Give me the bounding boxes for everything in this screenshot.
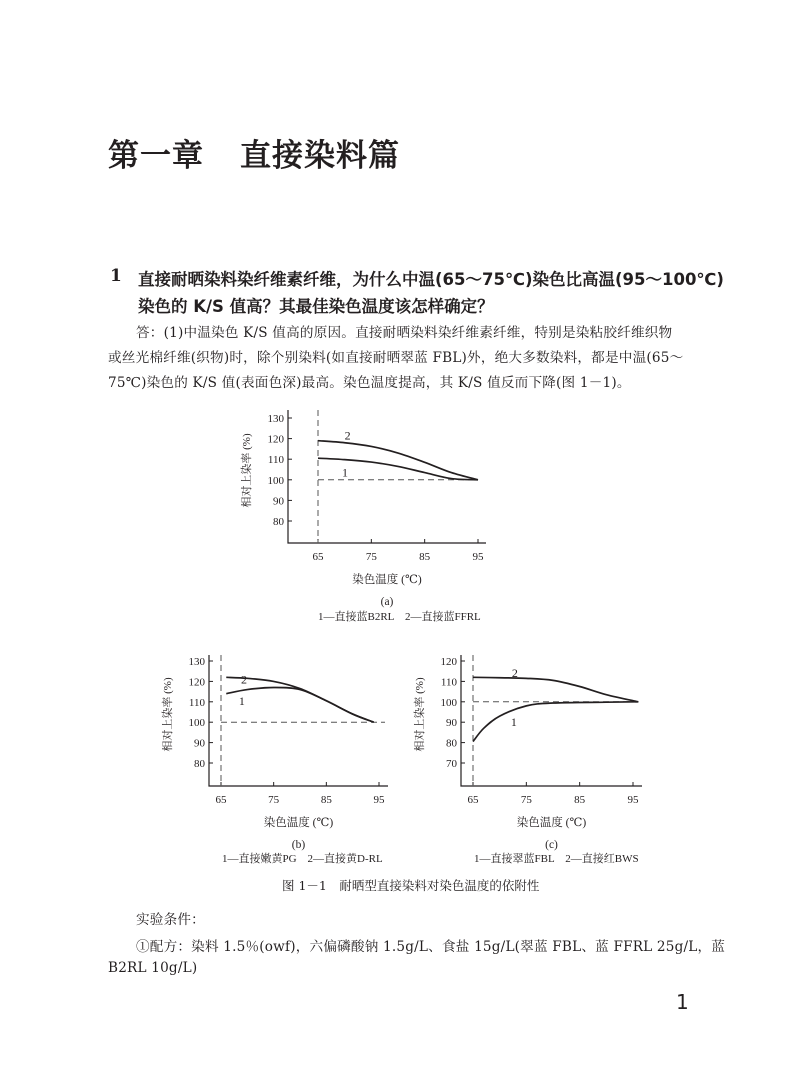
y-axis-label: 相对上染率 (%) [162, 677, 174, 752]
series-label-2: 2 [241, 672, 248, 687]
chart-legend: 1—直接蓝B2RL 2—直接蓝FFRL [318, 611, 481, 623]
x-tick-label: 95 [627, 794, 639, 806]
answer-line-1: 答：(1)中温染色 K/S 值高的原因。直接耐晒染料染纤维素纤维，特别是染粘胶纤维织物 [136, 325, 673, 341]
y-tick-label: 120 [188, 676, 205, 689]
chart-legend: 1—直接嫩黄PG 2—直接黄D-RL [222, 853, 383, 865]
y-tick-label: 100 [267, 474, 284, 487]
chart-panel-c [412, 655, 642, 865]
x-tick-label: 75 [268, 794, 280, 806]
conditions-line-2: B2RL 10g/L) [108, 960, 198, 976]
y-tick-label: 80 [194, 758, 205, 770]
chapter-name: 直接染料篇 [240, 138, 400, 174]
figure-caption: 图 1－1 耐晒型直接染料对染色温度的依附性 [282, 878, 540, 893]
y-tick-label: 90 [194, 737, 205, 750]
x-tick-label: 95 [472, 551, 484, 563]
panel-label: (b) [291, 839, 306, 851]
y-tick-label: 100 [440, 696, 457, 709]
y-tick-label: 120 [267, 433, 284, 446]
question-line-2: 染色的 K/S 值高？其最佳染色温度该怎样确定？ [138, 297, 494, 316]
y-tick-label: 100 [188, 717, 205, 730]
answer-line-3: 75℃)染色的 K/S 值(表面色深)最高。染色温度提高，其 K/S 值反而下降(图 1－1)。 [108, 375, 631, 391]
x-tick-label: 65 [312, 551, 324, 563]
series-label-2: 2 [344, 428, 351, 443]
x-tick-label: 85 [320, 794, 332, 806]
y-axis-label: 相对上染率 (%) [241, 433, 253, 508]
page-number: 1 [676, 990, 689, 1014]
x-tick-label: 75 [520, 794, 532, 806]
y-tick-label: 110 [188, 696, 205, 709]
chart-legend: 1—直接翠蓝FBL 2—直接红BWS [474, 853, 639, 865]
series-line-1 [473, 702, 638, 742]
x-tick-label: 65 [467, 794, 479, 806]
x-tick-label: 85 [419, 551, 431, 563]
question-number: 1 [110, 266, 122, 286]
y-tick-label: 130 [267, 413, 284, 425]
x-tick-label: 75 [365, 551, 377, 563]
x-tick-label: 85 [574, 794, 586, 806]
y-tick-label: 80 [446, 737, 457, 750]
y-tick-label: 80 [273, 516, 284, 528]
x-tick-label: 95 [373, 794, 385, 806]
y-tick-label: 130 [188, 656, 205, 668]
y-tick-label: 70 [446, 758, 457, 770]
answer-line-2: 或丝光棉纤维(织物)时，除个别染料(如直接耐晒翠蓝 FBL)外，绝大多数染料，都是中温(65～ [108, 350, 684, 366]
y-tick-label: 90 [446, 717, 457, 730]
conditions-line-1: ①配方：染料 1.5％(owf)，六偏磷酸钠 1.5g/L、食盐 15g/L(翠蓝 FBL、蓝 FFRL 25g/L，蓝 [136, 939, 726, 955]
series-label-2: 2 [511, 666, 518, 681]
y-tick-label: 110 [267, 454, 284, 467]
panel-label: (c) [545, 839, 558, 851]
x-axis-label: 染色温度 (℃) [516, 817, 587, 829]
y-tick-label: 90 [273, 495, 284, 508]
y-tick-label: 110 [440, 676, 457, 689]
series-label-1: 1 [238, 693, 245, 708]
series-line-2 [473, 677, 638, 701]
panel-label: (a) [380, 596, 394, 608]
chart-axes [461, 655, 642, 786]
series-label-1: 1 [510, 714, 517, 729]
question-line-1: 直接耐晒染料染纤维素纤维，为什么中温(65～75℃)染色比高温(95～100℃) [138, 270, 724, 289]
y-axis-label: 相对上染率 (%) [414, 677, 426, 752]
x-tick-label: 65 [215, 794, 227, 806]
x-axis-label: 染色温度 (℃) [352, 574, 422, 586]
series-line-1 [226, 688, 373, 723]
y-tick-label: 120 [440, 656, 457, 668]
chart-panel-b [160, 655, 388, 865]
chart-panel-a [239, 410, 486, 623]
chapter-number: 第一章 [108, 138, 204, 174]
series-label-1: 1 [342, 465, 348, 480]
series-line-2 [226, 677, 373, 722]
x-axis-label: 染色温度 (℃) [263, 817, 334, 829]
chart-axes [209, 655, 388, 786]
conditions-heading: 实验条件： [136, 912, 205, 928]
